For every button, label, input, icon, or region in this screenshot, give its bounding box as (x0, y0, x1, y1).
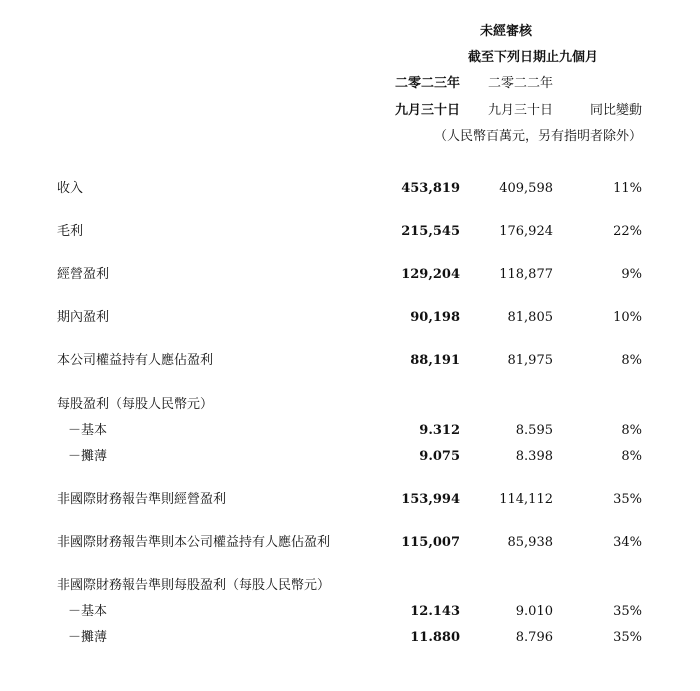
yoy-change: 35% (613, 630, 642, 645)
yoy-change: 10% (613, 310, 642, 325)
unit-note: （人民幣百萬元，另有指明者除外） (433, 129, 642, 144)
table-row (0, 491, 700, 509)
yoy-change: 8% (621, 353, 642, 368)
value-2023: 90,198 (410, 310, 460, 325)
yoy-change: 8% (621, 449, 642, 464)
value-2023: 9.075 (419, 449, 460, 464)
row-label: 期內盈利 (57, 310, 110, 325)
value-2022: 81,975 (507, 353, 553, 368)
value-2023: 453,819 (401, 181, 460, 196)
value-2022: 118,877 (499, 267, 553, 282)
period-heading: 截至下列日期止九個月 (467, 50, 599, 65)
year-2022-heading: 二零二二年 (487, 76, 553, 91)
row-label: 非國際財務報告準則每股盈利（每股人民幣元） (57, 578, 331, 593)
value-2023: 11.880 (410, 630, 460, 645)
row-label: －攤薄 (68, 449, 108, 464)
row-label: 經營盈利 (57, 267, 110, 282)
value-2022: 114,112 (499, 492, 553, 507)
value-2022: 176,924 (499, 224, 553, 239)
value-2023: 12.143 (410, 604, 460, 619)
yoy-change: 35% (613, 604, 642, 619)
table-row (0, 629, 700, 647)
row-label: 非國際財務報告準則本公司權益持有人應佔盈利 (57, 535, 331, 550)
yoy-change: 11% (613, 181, 642, 196)
value-2022: 8.796 (515, 630, 553, 645)
table-row (0, 534, 700, 552)
value-2022: 9.010 (515, 604, 553, 619)
row-label: 每股盈利（每股人民幣元） (57, 397, 214, 412)
table-row (0, 448, 700, 466)
row-label: 收入 (57, 181, 84, 196)
value-2023: 9.312 (419, 423, 460, 438)
table-row (0, 266, 700, 284)
unaudited-heading: 未經審核 (479, 24, 533, 39)
yoy-change: 8% (621, 423, 642, 438)
row-label: －基本 (68, 604, 108, 619)
table-row (0, 603, 700, 621)
value-2023: 153,994 (401, 492, 460, 507)
row-label: 非國際財務報告準則經營盈利 (57, 492, 227, 507)
yoy-change: 9% (621, 267, 642, 282)
date-2022-heading: 九月三十日 (487, 103, 553, 118)
yoy-change-heading: 同比變動 (589, 103, 642, 118)
yoy-change: 35% (613, 492, 642, 507)
value-2023: 129,204 (401, 267, 460, 282)
date-2023-heading: 九月三十日 (394, 103, 460, 118)
table-row (0, 309, 700, 327)
value-2022: 85,938 (507, 535, 553, 550)
value-2023: 215,545 (401, 224, 460, 239)
table-row (0, 352, 700, 370)
value-2023: 115,007 (401, 535, 460, 550)
table-row (0, 180, 700, 198)
value-2023: 88,191 (410, 353, 460, 368)
table-row (0, 422, 700, 440)
year-2023-heading: 二零二三年 (394, 76, 460, 91)
table-row (0, 577, 700, 595)
row-label: 本公司權益持有人應佔盈利 (57, 353, 214, 368)
row-label: 毛利 (57, 224, 84, 239)
value-2022: 8.398 (515, 449, 553, 464)
row-label: －基本 (68, 423, 108, 438)
yoy-change: 22% (613, 224, 642, 239)
table-row (0, 396, 700, 414)
value-2022: 81,805 (507, 310, 553, 325)
value-2022: 409,598 (499, 181, 553, 196)
value-2022: 8.595 (515, 423, 553, 438)
yoy-change: 34% (613, 535, 642, 550)
table-row (0, 223, 700, 241)
row-label: －攤薄 (68, 630, 108, 645)
